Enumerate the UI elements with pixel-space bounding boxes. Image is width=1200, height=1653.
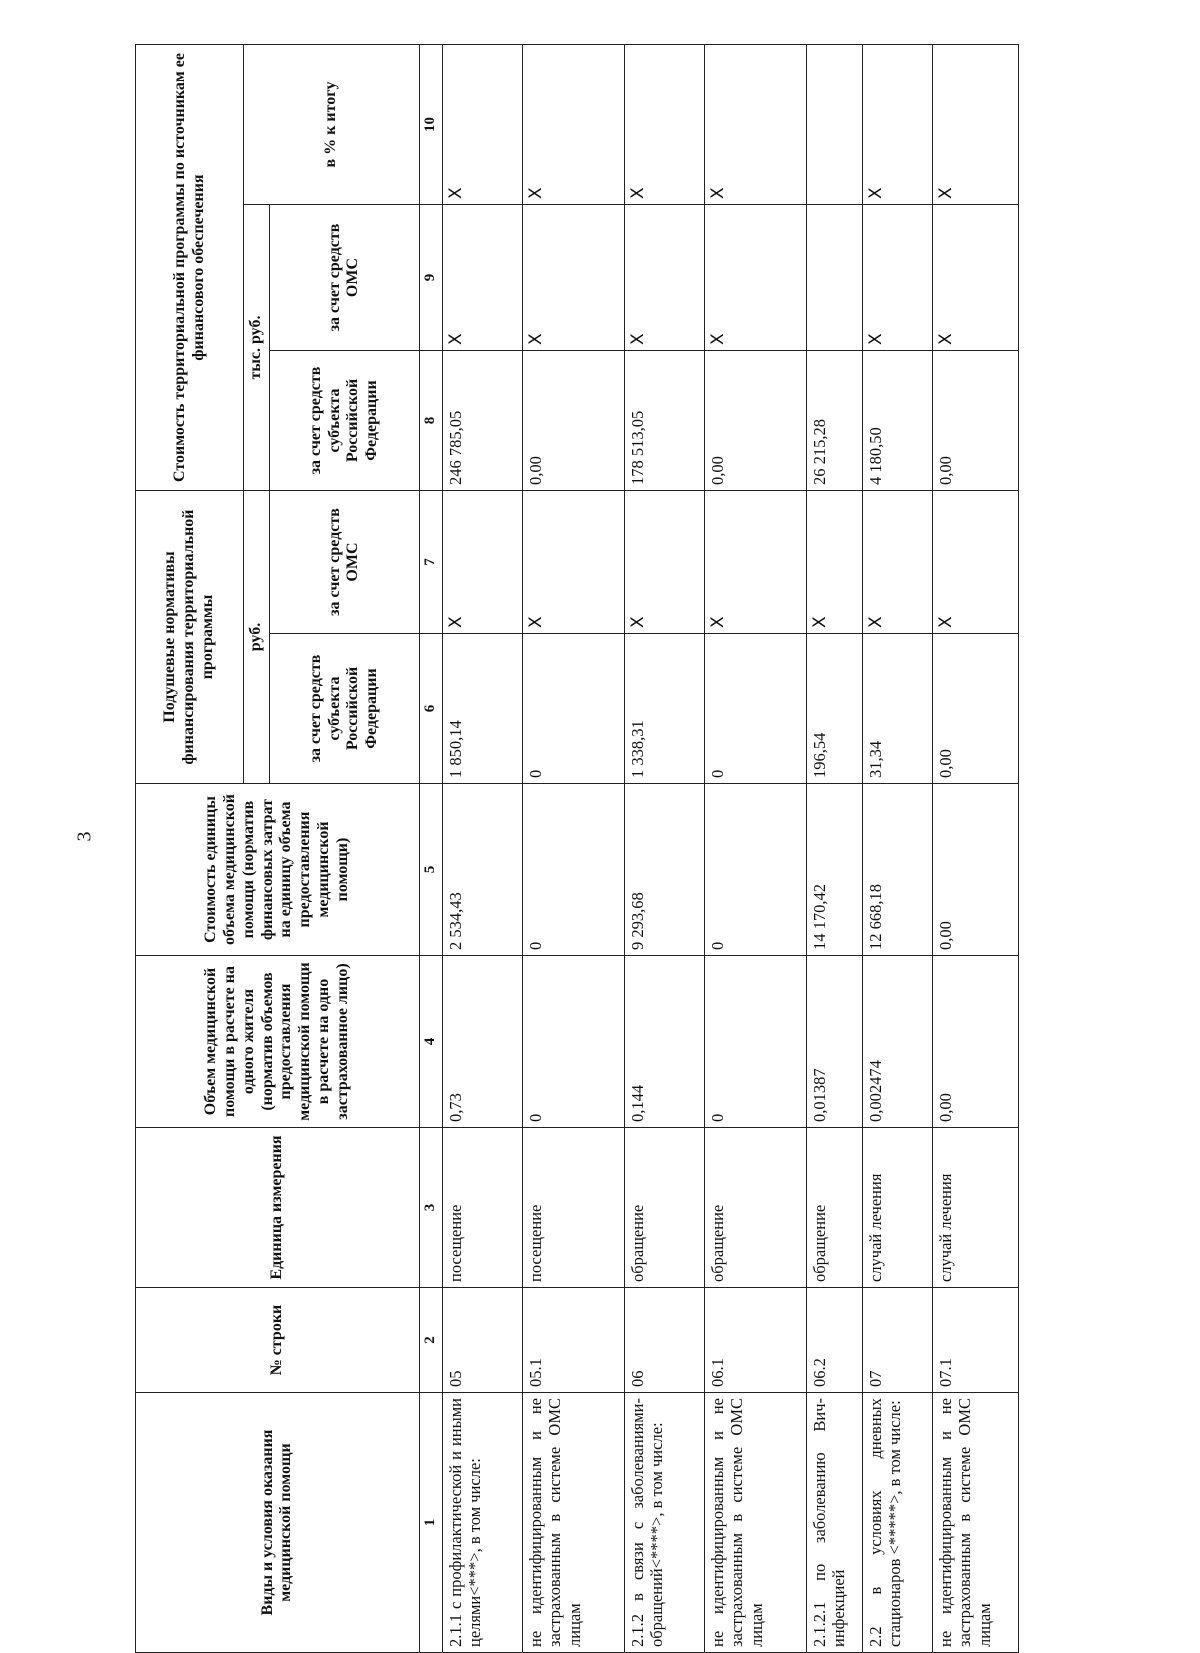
subject-cost-cell: 0,00: [704, 351, 806, 491]
table-row: [704, 44, 806, 1652]
oms-norm-cell: X: [442, 491, 522, 634]
header-types: Виды и условия оказания медицинской помощи: [136, 1393, 420, 1653]
oms-norm-cell: X: [932, 491, 1018, 634]
subject-cost-cell: 4 180,50: [862, 351, 932, 491]
header-unit-trub: тыс. руб.: [244, 205, 270, 491]
row-number-cell: 05.1: [522, 1288, 624, 1393]
volume-cell: 0: [522, 956, 624, 1128]
column-number: 3: [419, 1128, 442, 1288]
unit-cost-cell: 14 170,42: [806, 784, 862, 956]
subject-norm-cell: 196,54: [806, 634, 862, 784]
subject-cost-cell: 0,00: [522, 351, 624, 491]
percent-cell: [806, 44, 862, 204]
unit-cost-cell: 0: [522, 784, 624, 956]
percent-cell: X: [704, 44, 806, 204]
table-row: [624, 44, 704, 1652]
oms-cost-cell: [806, 205, 862, 351]
subject-cost-cell: 26 215,28: [806, 351, 862, 491]
unit-cost-cell: 0: [704, 784, 806, 956]
table-row: [862, 44, 932, 1652]
header-subject-funds-norm: за счет средств субъекта Российской Федерации: [269, 634, 419, 784]
unit-cost-cell: 2 534,43: [442, 784, 522, 956]
type-cell: 2.2 в условиях дневных стационаров <*****>, в том числе:: [862, 1393, 932, 1653]
subject-norm-cell: 1 338,31: [624, 634, 704, 784]
volume-cell: 0,144: [624, 956, 704, 1128]
type-cell: не идентифицированным и не застрахованным в системе ОМС лицам: [522, 1393, 624, 1653]
unit-cell: посещение: [522, 1128, 624, 1288]
volume-cell: 0,002474: [862, 956, 932, 1128]
table-row: [442, 44, 522, 1652]
volume-cell: 0,01387: [806, 956, 862, 1128]
header-program-cost: Стоимость территориальной программы по источникам ее финансового обеспечения: [136, 44, 244, 490]
page-number: 3: [73, 831, 96, 842]
column-number-row: [419, 44, 442, 1652]
type-cell: не идентифицированным и не застрахованным в системе ОМС лицам: [932, 1393, 1018, 1653]
row-number-cell: 05: [442, 1288, 522, 1393]
type-cell: 2.1.1 с профилактической и иными целями<***>, в том числе:: [442, 1393, 522, 1653]
column-number: 8: [419, 351, 442, 491]
rotated-table-container: [135, 45, 1055, 1653]
oms-cost-cell: X: [932, 205, 1018, 351]
header-percent-total: в % к итогу: [244, 44, 420, 204]
oms-norm-cell: X: [624, 491, 704, 634]
column-number: 2: [419, 1288, 442, 1393]
unit-cost-cell: 0,00: [932, 784, 1018, 956]
oms-cost-cell: X: [442, 205, 522, 351]
percent-cell: X: [862, 44, 932, 204]
header-oms-funds-norm: за счет средств ОМС: [269, 491, 419, 634]
oms-cost-cell: X: [522, 205, 624, 351]
subject-norm-cell: 0: [704, 634, 806, 784]
financing-table: [135, 44, 1019, 1653]
oms-norm-cell: X: [704, 491, 806, 634]
unit-cell: случай лечения: [932, 1128, 1018, 1288]
percent-cell: X: [932, 44, 1018, 204]
percent-cell: X: [442, 44, 522, 204]
row-number-cell: 06: [624, 1288, 704, 1393]
oms-cost-cell: X: [704, 205, 806, 351]
type-cell: не идентифицированным и не застрахованным в системе ОМС лицам: [704, 1393, 806, 1653]
percent-cell: X: [624, 44, 704, 204]
oms-norm-cell: X: [806, 491, 862, 634]
header-unit-rub: руб.: [244, 491, 270, 784]
unit-cell: посещение: [442, 1128, 522, 1288]
table-row: [932, 44, 1018, 1652]
unit-cost-cell: 9 293,68: [624, 784, 704, 956]
column-number: 1: [419, 1393, 442, 1653]
header-oms-funds-cost: за счет средств ОМС: [269, 205, 419, 351]
subject-norm-cell: 0,00: [932, 634, 1018, 784]
subject-norm-cell: 0: [522, 634, 624, 784]
column-number: 10: [419, 44, 442, 204]
type-cell: 2.1.2 в связи с заболеваниями-обращений<****>, в том числе:: [624, 1393, 704, 1653]
subject-cost-cell: 178 513,05: [624, 351, 704, 491]
subject-cost-cell: 246 785,05: [442, 351, 522, 491]
header-unit: Единица измерения: [136, 1128, 420, 1288]
column-number: 4: [419, 956, 442, 1128]
oms-norm-cell: X: [522, 491, 624, 634]
table-row: [806, 44, 862, 1652]
oms-cost-cell: X: [624, 205, 704, 351]
percent-cell: X: [522, 44, 624, 204]
unit-cost-cell: 12 668,18: [862, 784, 932, 956]
header-subject-funds-cost: за счет средств субъекта Российской Федерации: [269, 351, 419, 491]
unit-cell: случай лечения: [862, 1128, 932, 1288]
header-row-number: № строки: [136, 1288, 420, 1393]
column-number: 7: [419, 491, 442, 634]
volume-cell: 0,73: [442, 956, 522, 1128]
row-number-cell: 07: [862, 1288, 932, 1393]
volume-cell: 0: [704, 956, 806, 1128]
column-number: 6: [419, 634, 442, 784]
unit-cell: обращение: [624, 1128, 704, 1288]
unit-cell: обращение: [806, 1128, 862, 1288]
header-per-capita-norms: Подушевые нормативы финансирования территориальной программы: [136, 491, 244, 784]
row-number-cell: 06.2: [806, 1288, 862, 1393]
volume-cell: 0,00: [932, 956, 1018, 1128]
column-number: 9: [419, 205, 442, 351]
row-number-cell: 07.1: [932, 1288, 1018, 1393]
subject-norm-cell: 1 850,14: [442, 634, 522, 784]
header-volume: Объем медицинской помощи в расчете на одного жителя (норматив объемов предоставления медицинской помощи в расчете на одно застрахованное лицо): [136, 956, 420, 1128]
column-number: 5: [419, 784, 442, 956]
table-row: [522, 44, 624, 1652]
subject-norm-cell: 31,34: [862, 634, 932, 784]
header-unit-cost: Стоимость единицы объема медицинской помощи (норматив финансовых затрат на единицу объема предоставления медицинской помощи): [136, 784, 420, 956]
unit-cell: обращение: [704, 1128, 806, 1288]
row-number-cell: 06.1: [704, 1288, 806, 1393]
type-cell: 2.1.2.1 по заболеванию Вич-инфекцией: [806, 1393, 862, 1653]
oms-cost-cell: X: [862, 205, 932, 351]
oms-norm-cell: X: [862, 491, 932, 634]
subject-cost-cell: 0,00: [932, 351, 1018, 491]
